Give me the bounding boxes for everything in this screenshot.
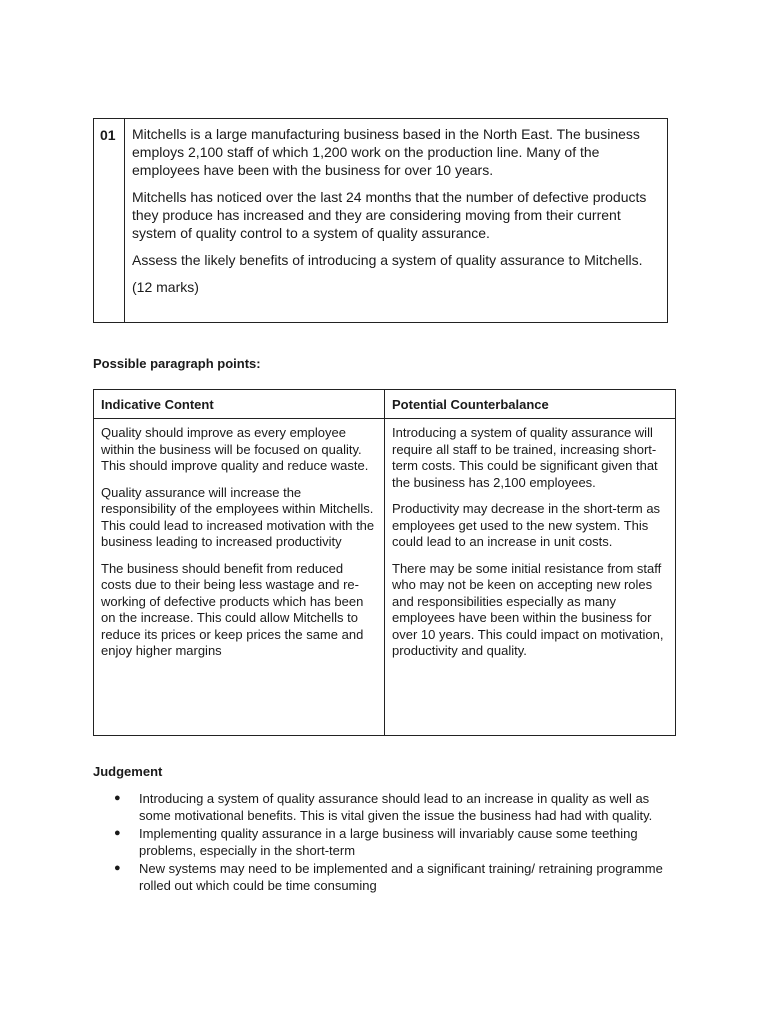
question-text [125, 119, 667, 322]
list-item [110, 860, 675, 894]
counterbalance-cell [385, 419, 676, 736]
list-item [110, 825, 675, 859]
points-table [93, 389, 676, 736]
points-heading: Possible paragraph points: [93, 356, 261, 371]
question-paragraph: Mitchells is a large manufacturing business based in the North East. The business employs 2,100 staff of which 1,200 work on the production line. Many of the employees have been with the business for over 10 years. [132, 126, 640, 178]
question-number: 01 [94, 119, 125, 322]
judgement-heading: Judgement [93, 764, 163, 779]
table-row [94, 419, 676, 736]
question-paragraph: Mitchells has noticed over the last 24 months that the number of defective products they produce has increased and they are considering moving from their current system of quality control to a system of quality assurance. [132, 189, 647, 241]
header-potential-counterbalance: Potential Counterbalance [385, 390, 676, 419]
question-box [93, 118, 668, 323]
list-item: There may be some initial resistance from staff who may not be keen on accepting new roles and responsibilities especially as many employees have been within the business for over 10 years. This could impact on motivation, productivity and quality. [392, 560, 664, 658]
bullet-icon: ● [114, 862, 121, 874]
bullet-icon: ● [114, 792, 121, 804]
indicative-content-cell [94, 419, 385, 736]
judgement-text: Implementing quality assurance in a large business will invariably cause some teething problems, especially in the short-term [139, 826, 638, 858]
question-paragraph: Assess the likely benefits of introducing a system of quality assurance to Mitchells. [132, 252, 643, 268]
list-item: Quality assurance will increase the responsibility of the employees within Mitchells. This could lead to increased motivation with the business leading to increased productivity [101, 484, 375, 549]
list-item: Productivity may decrease in the short-term as employees get used to the new system. This could lead to an increase in unit costs. [392, 501, 661, 549]
marks-label: (12 marks) [132, 279, 199, 295]
bullet-icon: ● [114, 827, 121, 839]
table-header-row [94, 390, 676, 419]
judgement-text: New systems may need to be implemented and a significant training/ retraining programme rolled out which could be time consuming [139, 861, 663, 893]
judgement-text: Introducing a system of quality assurance should lead to an increase in quality as well as some motivational benefits. This is vital given the issue the business had had with quality. [139, 791, 653, 823]
judgement-list [110, 790, 675, 895]
list-item: Quality should improve as every employee within the business will be focused on quality. This should improve quality and reduce waste. [101, 425, 369, 473]
list-item [110, 790, 675, 824]
list-item: Introducing a system of quality assurance will require all staff to be trained, increasing short-term costs. This could be significant given that the business has 2,100 employees. [392, 425, 658, 490]
header-indicative-content: Indicative Content [94, 390, 385, 419]
list-item: The business should benefit from reduced costs due to their being less wastage and re-working of defective products which has been on the increase. This could allow Mitchells to reduce its prices or keep prices the same and enjoy higher margins [101, 560, 364, 658]
